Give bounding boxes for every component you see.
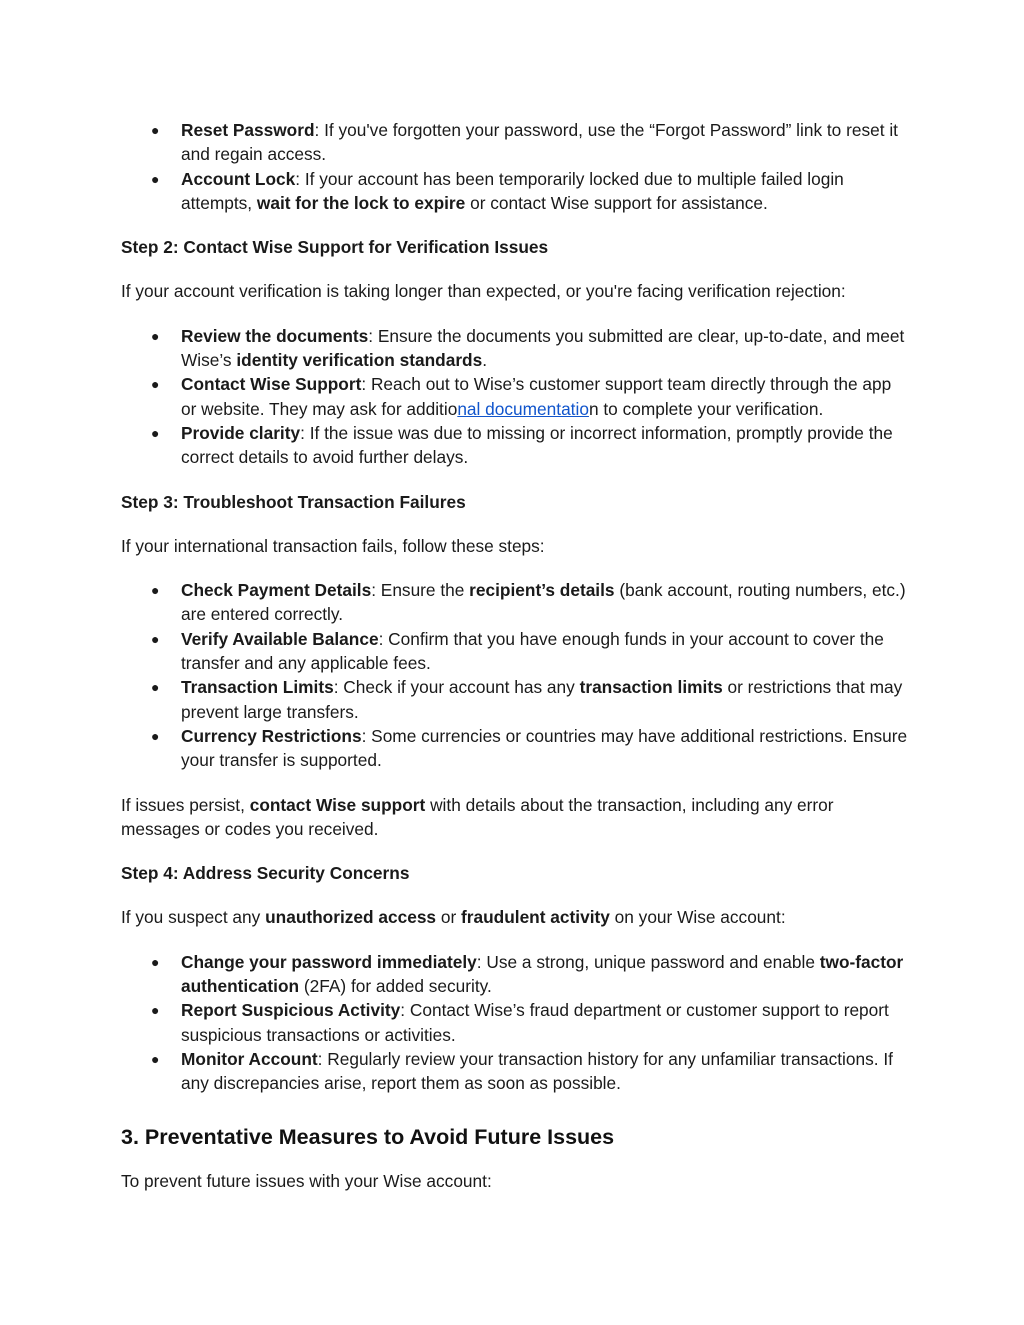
item-text: : If you've forgotten your password, use the “Forgot Password” link to reset it and regain access. xyxy=(181,120,898,165)
step4-intro xyxy=(121,905,911,929)
step3-heading: Step 3: Troubleshoot Transaction Failures xyxy=(121,491,466,512)
bullet-icon: ● xyxy=(151,953,160,970)
item-emphasis: identity verification standards xyxy=(236,350,483,371)
bullet-icon: ● xyxy=(151,679,160,696)
outro-text: with details about the transaction, including any error messages or codes you received. xyxy=(121,794,834,839)
step3-list xyxy=(121,578,911,772)
item-text: n to complete your verification. xyxy=(588,398,824,419)
item-label: Report Suspicious Activity xyxy=(181,1000,401,1021)
intro-emphasis: unauthorized access xyxy=(265,907,437,928)
section3-heading: 3. Preventative Measures to Avoid Future Issues xyxy=(121,1124,615,1149)
list-item xyxy=(121,675,911,724)
list-item xyxy=(121,627,911,676)
bullet-icon: ● xyxy=(151,424,160,441)
item-label: Provide clarity xyxy=(181,422,301,443)
item-text: or restrictions that may prevent large transfers. xyxy=(181,677,903,722)
item-emphasis: transaction limits xyxy=(579,677,723,698)
bullet-icon: ● xyxy=(151,376,160,393)
list-item xyxy=(121,372,911,421)
intro-emphasis: fraudulent activity xyxy=(461,907,610,928)
bullet-icon: ● xyxy=(151,630,160,647)
bullet-icon: ● xyxy=(151,327,160,344)
item-text: : Check if your account has any xyxy=(333,677,580,698)
item-text: : If your account has been temporarily locked due to multiple failed login attempts, xyxy=(181,168,844,213)
document-page xyxy=(121,118,911,1193)
item-text: (2FA) for added security. xyxy=(299,976,492,997)
item-label: Account Lock xyxy=(181,168,296,189)
intro-text: on your Wise account: xyxy=(609,907,786,928)
bullet-icon: ● xyxy=(151,170,160,187)
outro-text: If issues persist, xyxy=(121,794,250,815)
item-text: : If the issue was due to missing or incorrect information, promptly provide the correct details to avoid further delays. xyxy=(181,422,893,468)
item-label: Verify Available Balance xyxy=(181,628,379,649)
item-label: Currency Restrictions xyxy=(181,725,362,746)
documentation-link[interactable]: nal documentatio xyxy=(457,398,589,419)
item-text: : Confirm that you have enough funds in your account to cover the transfer and any applicable fees. xyxy=(181,628,884,674)
step2-heading: Step 2: Contact Wise Support for Verification Issues xyxy=(121,237,549,258)
bullet-icon: ● xyxy=(151,727,160,744)
item-label: Check Payment Details xyxy=(181,580,372,601)
item-text: or contact Wise support for assistance. xyxy=(465,192,768,213)
intro-text: or xyxy=(436,907,462,928)
item-emphasis: wait for the lock to expire xyxy=(256,192,466,213)
item-text: . xyxy=(482,350,488,371)
item-label: Monitor Account xyxy=(181,1048,318,1069)
item-label: Transaction Limits xyxy=(181,677,334,698)
bullet-icon: ● xyxy=(151,1002,160,1019)
list-item xyxy=(121,421,911,470)
item-text: : Ensure the xyxy=(371,580,470,601)
item-text: : Regularly review your transaction history for any unfamiliar transactions. If any discrepancies arise, report them as soon as possible. xyxy=(181,1048,893,1094)
intro-text: If you suspect any xyxy=(121,907,266,928)
step3-intro: If your international transaction fails, follow these steps: xyxy=(121,535,545,556)
item-emphasis: two-factor authentication xyxy=(181,951,904,997)
bullet-icon: ● xyxy=(151,122,160,138)
item-label: Contact Wise Support xyxy=(181,374,362,395)
section3-intro: To prevent future issues with your Wise account: xyxy=(121,1170,492,1191)
list-item xyxy=(121,724,911,773)
bullet-icon: ● xyxy=(151,582,160,599)
list-item xyxy=(121,1047,911,1096)
item-emphasis: recipient’s details xyxy=(469,580,615,601)
list-item xyxy=(121,167,911,216)
list-item xyxy=(121,578,911,627)
item-text: : Use a strong, unique password and enable xyxy=(476,951,820,972)
list-item xyxy=(121,324,911,373)
item-label: Reset Password xyxy=(181,120,315,140)
item-label: Review the documents xyxy=(181,325,369,346)
item-text: : Reach out to Wise’s customer support team directly through the app or website. They may ask for additio xyxy=(181,374,892,419)
list-item xyxy=(121,118,911,167)
list-item xyxy=(121,950,911,999)
item-text: : Ensure the documents you submitted are clear, up-to-date, and meet Wise’s xyxy=(181,325,905,371)
item-label: Change your password immediately xyxy=(181,951,477,972)
step2-intro: If your account verification is taking longer than expected, or you're facing verification rejection: xyxy=(121,281,846,302)
item-text: : Contact Wise’s fraud department or customer support to report suspicious transactions or activities. xyxy=(181,1000,889,1045)
login-tips-list xyxy=(121,118,911,215)
bullet-icon: ● xyxy=(151,1050,160,1067)
list-item xyxy=(121,998,911,1047)
item-text: (bank account, routing numbers, etc.) are entered correctly. xyxy=(181,580,906,625)
item-text: : Some currencies or countries may have additional restrictions. Ensure your transfer is supported. xyxy=(181,725,908,771)
step2-list xyxy=(121,324,911,470)
step3-outro xyxy=(121,793,911,842)
outro-emphasis: contact Wise support xyxy=(249,794,426,815)
step4-heading: Step 4: Address Security Concerns xyxy=(121,863,410,884)
step4-list xyxy=(121,950,911,1096)
